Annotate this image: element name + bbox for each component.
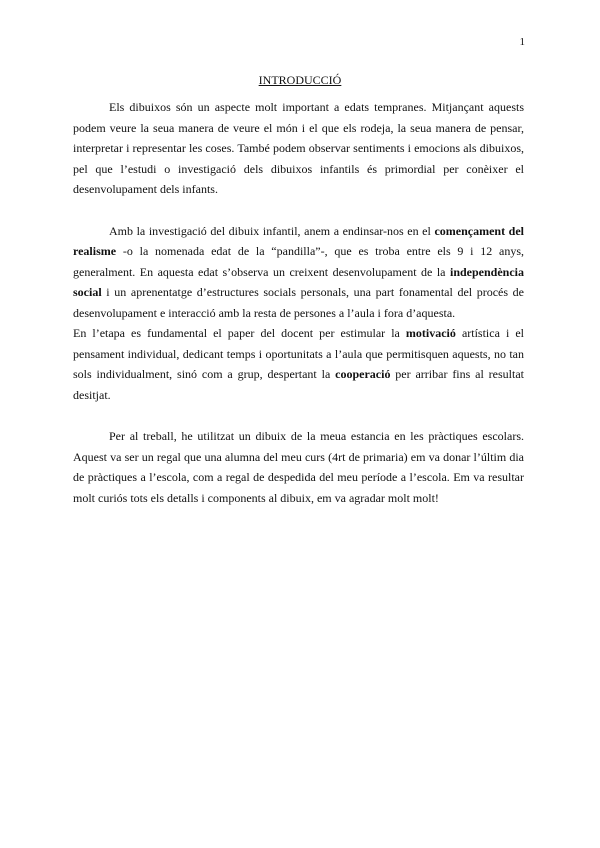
- paragraph-2-bold-1: començament del realisme: [73, 223, 524, 258]
- document-body: [73, 97, 524, 508]
- paragraph-3-text-2: artística i el pensament individual, dedicant temps i oportunitats a l’aula que permitisquen aquests, no tan sols individualment, sinó com a grup, despertant la: [73, 326, 524, 381]
- paragraph-3: [73, 323, 524, 405]
- paragraph-2-text-3: i un aprenentatge d’estructures socials personals, una part fonamental del procés de desenvolupament e interacció amb la resta de persones a l’aula i fora d’aquesta.: [73, 285, 524, 320]
- paragraph-3-bold-2: cooperació: [335, 367, 391, 381]
- paragraph-4: Per al treball, he utilitzat un dibuix de la meua estancia en les pràctiques escolars. Aquest va ser un regal que una alumna del meu curs (4rt de primaria) em va donar l’últim dia de pràctiques a l’escola, com a regal de despedida del meu període a l’escola. Em va resultar molt curiós tots els detalls i components al dibuix, em va agradar molt molt!: [73, 429, 524, 505]
- paragraph-2-text-1: Amb la investigació del dibuix infantil, anem a endinsar-nos en el: [109, 223, 435, 238]
- paragraph-3-text-3: per arribar fins al resultat desitjat.: [73, 367, 525, 402]
- paragraph-2-bold-2: independència social: [73, 264, 524, 299]
- paragraph-1: Els dibuixos són un aspecte molt important a edats tempranes. Mitjançant aquests podem veure la seua manera de veure el món i el que els rodeja, la seua manera de pensar, interpretar i representar les coses. També podem observar sentiments i emocions als dibuixos, pel que l’estudi o investigació dels dibuixos infantils és primordial per conèixer el desenvolupament dels infants.: [73, 100, 524, 196]
- page-number: 1: [519, 36, 525, 48]
- paragraph-3-bold-1: motivació: [405, 326, 456, 340]
- page-title: INTRODUCCIÓ: [258, 73, 342, 87]
- paragraph-2: [73, 221, 524, 324]
- paragraph-3-text-1: En l’etapa es fundamental el paper del docent per estimular la: [73, 326, 406, 340]
- paragraph-2-text-2: -o la nomenada edat de la “pandilla”-, que es troba entre els 9 i 12 anys, generalment. En aquesta edat s’observa un creixent desenvolupament de la: [73, 244, 524, 279]
